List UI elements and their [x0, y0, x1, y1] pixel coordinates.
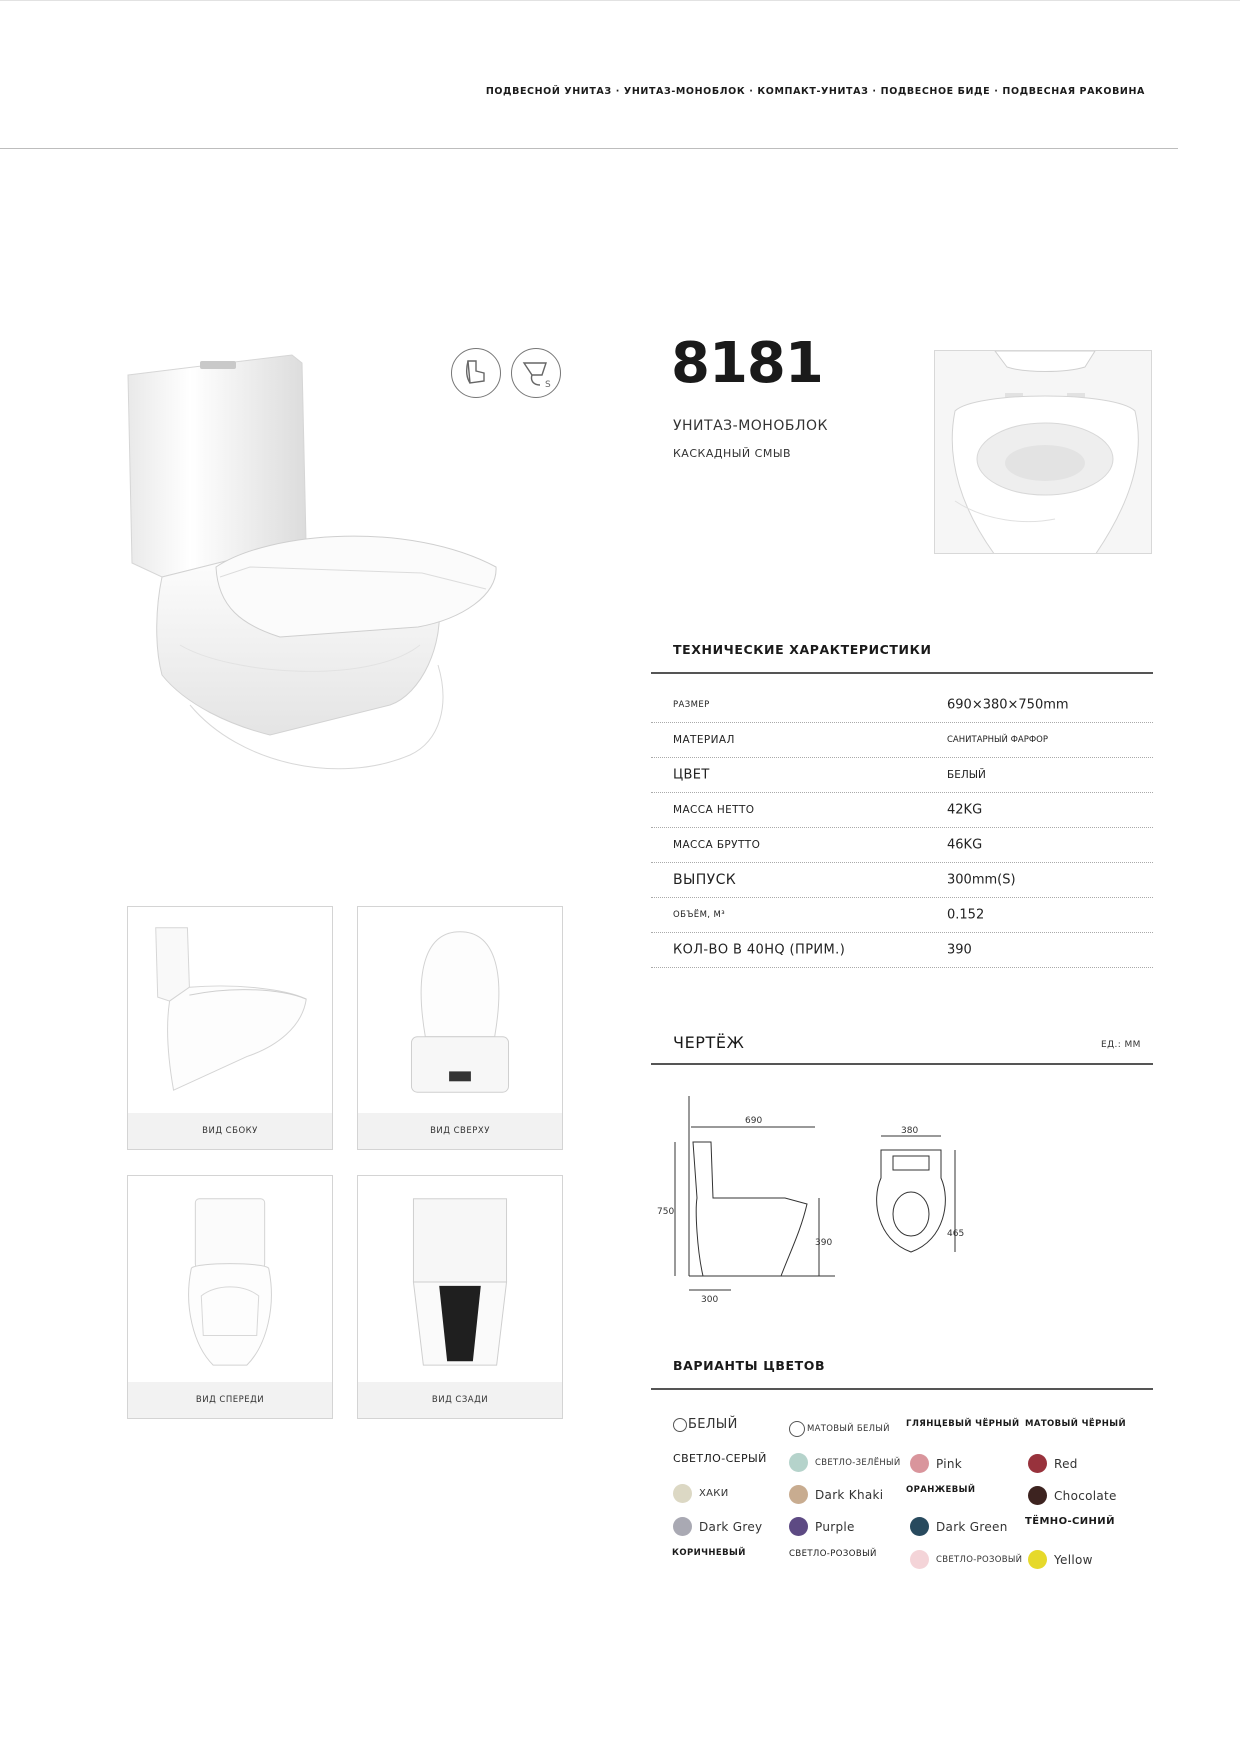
spec-row-outlet: [651, 863, 1153, 898]
header-divider: [0, 148, 1178, 149]
view-caption: ВИД СЗАДИ: [358, 1382, 562, 1418]
spec-value: 0.152: [947, 907, 985, 923]
swatch-dot: [789, 1517, 808, 1536]
swatch-name: Dark Grey: [699, 1519, 763, 1534]
spec-value: БЕЛЫЙ: [947, 769, 986, 781]
nav-item-wall-hung-basin[interactable]: ПОДВЕСНАЯ РАКОВИНА: [1002, 86, 1145, 97]
swatch-dot: [910, 1517, 929, 1536]
swatch-dot: [789, 1485, 808, 1504]
spec-value: 690×380×750mm: [947, 697, 1069, 713]
swatch-name: Chocolate: [1054, 1488, 1117, 1503]
spec-row-material: [651, 723, 1153, 758]
swatch-name: СВЕТЛО-ЗЕЛЁНЫЙ: [815, 1457, 901, 1468]
spec-value: 42KG: [947, 802, 983, 818]
swatch-khaki[interactable]: [673, 1484, 728, 1503]
product-main-image: [120, 345, 510, 825]
specs-table: [651, 688, 1153, 968]
colors-title: ВАРИАНТЫ ЦВЕТОВ: [673, 1358, 826, 1373]
spec-value: 46KG: [947, 837, 983, 853]
view-caption: ВИД СБОКУ: [128, 1113, 332, 1149]
swatch-light-pink[interactable]: [910, 1550, 1022, 1569]
label-dark-blue: ТЁМНО-СИНИЙ: [1025, 1516, 1115, 1527]
bowl-detail-image: [934, 350, 1152, 554]
view-caption: ВИД СВЕРХУ: [358, 1113, 562, 1149]
drawing-title: ЧЕРТЁЖ: [673, 1033, 745, 1052]
category-nav: [486, 86, 1145, 97]
spec-row-container-qty: [651, 933, 1153, 968]
drawing-unit: ЕД.: ММ: [1101, 1040, 1141, 1050]
label-orange: ОРАНЖЕВЫЙ: [906, 1485, 976, 1495]
view-tile-front[interactable]: [127, 1175, 333, 1419]
swatch-dot: [673, 1484, 692, 1503]
model-number: 8181: [671, 331, 823, 396]
colors-rule: [651, 1388, 1153, 1390]
side-view-image: [128, 907, 332, 1113]
swatch-dot: [1028, 1454, 1047, 1473]
spec-label: РАЗМЕР: [673, 700, 710, 710]
swatch-dot: [910, 1454, 929, 1473]
label-gloss-black: ГЛЯНЦЕВЫЙ ЧЁРНЫЙ: [906, 1419, 1020, 1429]
dim-width: 380: [901, 1126, 919, 1136]
swatch-dot: [673, 1418, 687, 1432]
label-matte-black: МАТОВЫЙ ЧЁРНЫЙ: [1025, 1419, 1126, 1429]
swatch-chocolate[interactable]: [1028, 1486, 1117, 1505]
spec-label: МАТЕРИАЛ: [673, 734, 735, 746]
label-brown: КОРИЧНЕВЫЙ: [672, 1548, 746, 1558]
swatch-dot: [910, 1550, 929, 1569]
drawing-rule: [651, 1063, 1153, 1065]
swatch-dot: [789, 1421, 805, 1437]
specs-rule: [651, 672, 1153, 674]
swatch-dot: [1028, 1550, 1047, 1569]
dim-length: 690: [745, 1116, 763, 1126]
spec-row-net-weight: [651, 793, 1153, 828]
swatch-purple[interactable]: [789, 1517, 855, 1536]
dim-rim-height: 390: [815, 1238, 833, 1248]
dim-height: 750: [657, 1207, 675, 1217]
view-caption: ВИД СПЕРЕДИ: [128, 1382, 332, 1418]
view-tile-side[interactable]: [127, 906, 333, 1150]
swatch-name: СВЕТЛО-РОЗОВЫЙ: [936, 1554, 1023, 1565]
swatch-name: Purple: [815, 1519, 855, 1534]
swatch-white[interactable]: [673, 1417, 738, 1432]
spec-label: КОЛ-ВО В 40HQ (ПРИМ.): [673, 942, 846, 958]
swatch-dark-khaki[interactable]: [789, 1485, 883, 1504]
spec-label: МАССА БРУТТО: [673, 839, 761, 851]
nav-separator: ·: [872, 86, 877, 97]
swatch-name: Yellow: [1054, 1552, 1093, 1567]
swatch-name: МАТОВЫЙ БЕЛЫЙ: [807, 1424, 890, 1434]
swatch-yellow[interactable]: [1028, 1550, 1093, 1569]
soft-close-seat-icon: [451, 348, 501, 398]
swatch-dark-green[interactable]: [910, 1517, 1008, 1536]
dim-outlet: 300: [701, 1295, 719, 1305]
nav-item-one-piece-toilet[interactable]: УНИТАЗ-МОНОБЛОК: [623, 86, 746, 97]
spec-row-size: [651, 688, 1153, 723]
spec-label: ВЫПУСК: [673, 872, 737, 888]
label-light-grey: СВЕТЛО-СЕРЫЙ: [673, 1452, 767, 1465]
swatch-matte-white[interactable]: [789, 1421, 890, 1437]
nav-separator: ·: [749, 86, 754, 97]
specs-title: ТЕХНИЧЕСКИЕ ХАРАКТЕРИСТИКИ: [673, 642, 932, 657]
swatch-dot: [1028, 1486, 1047, 1505]
nav-item-close-coupled-toilet[interactable]: КОМПАКТ-УНИТАЗ: [757, 86, 869, 97]
spec-label: ОБЪЁМ, М³: [673, 910, 726, 920]
top-view-image: [358, 907, 562, 1113]
swatch-name: Dark Green: [936, 1519, 1008, 1534]
s-trap-icon: [511, 348, 561, 398]
spec-label: ЦВЕТ: [673, 767, 710, 783]
front-view-image: [128, 1176, 332, 1382]
swatch-name: Red: [1054, 1456, 1078, 1471]
svg-text:S: S: [545, 380, 551, 390]
label-light-pink: СВЕТЛО-РОЗОВЫЙ: [789, 1549, 877, 1559]
swatch-pink[interactable]: [910, 1454, 962, 1473]
swatch-red[interactable]: [1028, 1454, 1078, 1473]
back-view-image: [358, 1176, 562, 1382]
technical-drawing: [655, 1090, 975, 1305]
nav-separator: ·: [994, 86, 999, 97]
swatch-dark-grey[interactable]: [673, 1517, 762, 1536]
spec-label: МАССА НЕТТО: [673, 804, 755, 816]
nav-item-wall-hung-bidet[interactable]: ПОДВЕСНОЕ БИДЕ: [880, 86, 991, 97]
spec-value: САНИТАРНЫЙ ФАРФОР: [947, 735, 1048, 745]
swatch-dot: [673, 1517, 692, 1536]
swatch-name: БЕЛЫЙ: [688, 1417, 738, 1432]
spec-row-color: [651, 758, 1153, 793]
swatch-light-green[interactable]: [789, 1453, 901, 1472]
nav-separator: ·: [615, 86, 620, 97]
swatch-name: Dark Khaki: [815, 1487, 884, 1502]
flush-type: КАСКАДНЫЙ СМЫВ: [673, 447, 792, 460]
swatch-dot: [789, 1453, 808, 1472]
spec-value: 300mm(S): [947, 872, 1016, 888]
swatch-name: Pink: [936, 1456, 963, 1471]
spec-value: 390: [947, 942, 972, 958]
nav-item-wall-hung-toilet[interactable]: ПОДВЕСНОЙ УНИТАЗ: [485, 86, 612, 97]
view-tile-top[interactable]: [357, 906, 563, 1150]
product-type: УНИТАЗ-МОНОБЛОК: [673, 418, 828, 434]
spec-row-volume: [651, 898, 1153, 933]
top-border: [0, 0, 1240, 1]
dim-depth: 465: [947, 1229, 965, 1239]
view-tile-back[interactable]: [357, 1175, 563, 1419]
swatch-name: ХАКИ: [699, 1488, 729, 1499]
spec-row-gross-weight: [651, 828, 1153, 863]
